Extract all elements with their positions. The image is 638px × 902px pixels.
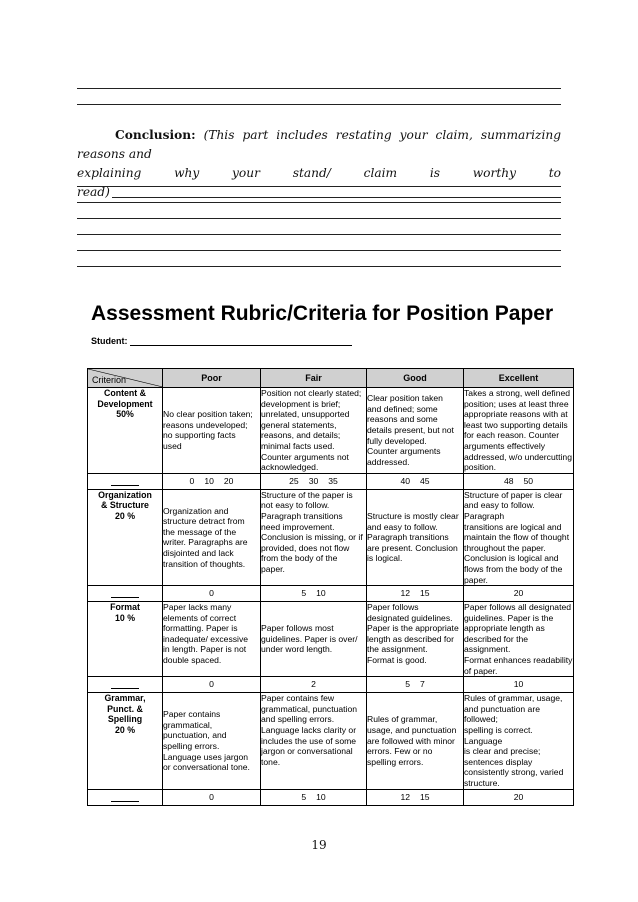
description-line: writer. Paragraphs are xyxy=(163,537,248,548)
description-line: Structure is mostly clear xyxy=(367,510,459,521)
excellent-description xyxy=(464,489,574,585)
description-line: disjointed and lack xyxy=(163,548,234,559)
score-blank-cell[interactable] xyxy=(88,677,163,693)
assessment-rubric xyxy=(77,302,575,802)
description-line: consistently strong, varied xyxy=(464,767,564,778)
description-line: formatting. Paper is xyxy=(163,623,238,634)
description-line: guidelines. Paper is the xyxy=(464,612,554,623)
writing-line[interactable] xyxy=(77,202,561,203)
description-line: fully developed. xyxy=(367,435,427,446)
criterion-cell xyxy=(88,388,163,474)
description-line: maintain the flow of thought xyxy=(464,532,570,543)
poor-description xyxy=(163,602,261,677)
rubric-row-organization xyxy=(88,489,574,585)
score-value: 0 xyxy=(209,791,214,802)
writing-line[interactable] xyxy=(77,250,561,251)
description-line: is logical. xyxy=(367,553,403,564)
description-line: Format is good. xyxy=(367,655,427,666)
score-row xyxy=(88,677,574,693)
description-line: Paper lacks many xyxy=(163,602,232,613)
description-line: paper. xyxy=(464,574,488,585)
description-line: appropriate length as xyxy=(464,623,545,634)
conclusion-word: is xyxy=(429,166,440,180)
description-line: minimal facts used. xyxy=(261,440,335,451)
description-line: Organization and xyxy=(163,505,229,516)
fair-description xyxy=(261,489,367,585)
criterion-text: 20 % xyxy=(114,724,136,735)
description-line: grammatical, punctuation xyxy=(261,703,358,714)
description-line: acknowledged. xyxy=(261,462,319,473)
criterion-text: Organization xyxy=(98,489,152,500)
criterion-cell xyxy=(88,489,163,585)
score-blank[interactable] xyxy=(111,589,139,598)
description-line: Counter arguments xyxy=(367,446,441,457)
description-line: Format enhances readability xyxy=(464,655,573,666)
description-line: position. xyxy=(464,462,497,473)
good-scores xyxy=(367,586,464,602)
score-row xyxy=(88,586,574,602)
score-value: 10 xyxy=(204,475,214,486)
criterion-text: Format xyxy=(110,602,140,613)
description-line: Counter arguments not xyxy=(261,451,349,462)
description-line: Paper follows xyxy=(367,602,419,613)
description-line: reasons and some xyxy=(367,414,438,425)
conclusion-word: your xyxy=(232,166,260,180)
description-line: Rules of grammar, xyxy=(367,714,438,725)
page-number: 19 xyxy=(311,838,327,852)
score-blank-cell[interactable] xyxy=(88,789,163,805)
student-field[interactable] xyxy=(91,336,575,346)
writing-line[interactable] xyxy=(77,186,561,187)
description-line: of paper. xyxy=(464,665,498,676)
score-row xyxy=(88,473,574,489)
description-line: not easy to follow. xyxy=(261,500,330,511)
description-line: position; uses at least three xyxy=(464,398,569,409)
good-description xyxy=(367,388,464,474)
score-value: 2 xyxy=(311,679,316,690)
description-line: and easy to follow. xyxy=(367,521,438,532)
score-value: 10 xyxy=(513,679,524,690)
description-line: Paper contains xyxy=(163,709,221,720)
description-line: spelling is correct. Language xyxy=(464,725,533,746)
score-value: 20 xyxy=(223,475,234,486)
score-value: 0 xyxy=(209,588,214,599)
poor-description xyxy=(163,388,261,474)
rubric-header-row xyxy=(88,369,574,388)
criterion-text: Development xyxy=(97,398,153,409)
description-line: Rules of grammar, usage, xyxy=(464,693,563,704)
writing-line[interactable] xyxy=(112,197,561,198)
description-line: and defined; some xyxy=(367,403,438,414)
rubric-row-content xyxy=(88,388,574,474)
description-line: described for the assignment. xyxy=(464,633,529,655)
description-line: for each reason. Counter xyxy=(464,430,560,441)
description-line: arguments effectively xyxy=(464,440,546,451)
score-value: 12 xyxy=(400,791,410,802)
description-line: need improvement. xyxy=(261,521,335,532)
rubric-row-format xyxy=(88,602,574,677)
score-value: 12 xyxy=(400,588,410,599)
description-line: Paragraph transitions xyxy=(367,532,449,543)
score-value: 20 xyxy=(513,791,524,802)
score-value: 7 xyxy=(420,679,425,690)
excellent-description xyxy=(464,388,574,474)
fair-description xyxy=(261,693,367,789)
description-line: punctuation, and xyxy=(163,730,227,741)
excellent-scores xyxy=(464,586,574,602)
description-line: under word length. xyxy=(261,644,333,655)
description-line: flows from the body of the xyxy=(464,563,563,574)
description-line: Conclusion is missing, or if xyxy=(261,532,363,543)
score-value: 5 xyxy=(405,679,410,690)
description-line: are followed with minor xyxy=(367,735,455,746)
excellent-scores xyxy=(464,473,574,489)
score-value: 35 xyxy=(328,475,338,486)
excellent-scores xyxy=(464,677,574,693)
description-line: and punctuation are followed; xyxy=(464,703,540,725)
description-line: spelling errors. xyxy=(163,740,220,751)
description-line: Language uses jargon xyxy=(163,751,249,762)
description-line: the message of the xyxy=(163,526,237,537)
description-line: Paper is the appropriate xyxy=(367,623,459,634)
description-line: Paper follows all designated xyxy=(464,602,572,613)
description-line: Structure of paper is clear xyxy=(464,489,563,500)
score-blank-cell[interactable] xyxy=(88,586,163,602)
excellent-scores xyxy=(464,789,574,805)
score-value: 48 xyxy=(503,475,514,486)
description-line: errors. Few or no xyxy=(367,746,433,757)
score-blank[interactable] xyxy=(111,477,139,486)
description-line: from the body of the xyxy=(261,553,338,564)
criterion-text: Content & xyxy=(103,388,147,398)
fair-scores xyxy=(261,473,367,489)
description-line: reasons, and details; xyxy=(261,430,341,441)
description-line: used xyxy=(163,440,182,451)
rubric-title: Assessment Rubric/Criteria for Position Paper xyxy=(91,302,554,325)
description-line: addressed, w/o undercutting xyxy=(464,451,572,462)
score-blank[interactable] xyxy=(111,680,139,689)
poor-scores xyxy=(163,586,261,602)
score-blank-cell[interactable] xyxy=(88,473,163,489)
score-value: 0 xyxy=(209,679,214,690)
score-row xyxy=(88,789,574,805)
conclusion-end: read) xyxy=(77,185,110,199)
description-line: reasons undeveloped; xyxy=(163,419,248,430)
description-line: is clear and precise; xyxy=(464,746,541,757)
description-line: provided, does not flow xyxy=(261,542,350,553)
fair-description xyxy=(261,388,367,474)
criterion-cell xyxy=(88,693,163,789)
excellent-description xyxy=(464,602,574,677)
poor-scores xyxy=(163,473,261,489)
writing-line[interactable] xyxy=(77,104,561,105)
rubric-table xyxy=(87,368,574,806)
description-line: Clear position taken xyxy=(367,393,443,404)
description-line: unrelated, unsupported xyxy=(261,409,350,420)
poor-description xyxy=(163,489,261,585)
score-value: 15 xyxy=(420,791,430,802)
rubric-row-grammar xyxy=(88,693,574,789)
description-line: transitions are logical and xyxy=(464,521,562,532)
good-description xyxy=(367,693,464,789)
description-line: Structure of the paper is xyxy=(261,489,353,500)
description-line: addressed. xyxy=(367,456,410,467)
score-value: 0 xyxy=(189,475,195,486)
conclusion-word: worthy xyxy=(472,166,516,180)
score-value: 50 xyxy=(523,475,534,486)
writing-line[interactable] xyxy=(77,234,561,235)
excellent-description xyxy=(464,693,574,789)
criterion-text: 50% xyxy=(116,409,134,419)
description-line: and easy to follow. Paragraph xyxy=(464,500,535,521)
description-line: Paper contains few xyxy=(261,693,335,704)
description-line: sentences display xyxy=(464,756,533,767)
description-line: transition of thoughts. xyxy=(163,558,246,569)
description-line: the assignment. xyxy=(367,644,428,655)
conclusion-word: why xyxy=(174,166,200,180)
score-value: 10 xyxy=(316,588,326,599)
criterion-text: 20 % xyxy=(114,510,136,521)
criterion-header-label: Criterion xyxy=(92,375,127,386)
description-line: tone. xyxy=(261,756,281,767)
fair-scores xyxy=(261,789,367,805)
description-line: double spaced. xyxy=(163,655,222,666)
description-line: general statements, xyxy=(261,419,337,430)
good-scores xyxy=(367,473,464,489)
description-line: in length. Paper is not xyxy=(163,644,247,655)
description-line: least two supporting details xyxy=(464,419,568,430)
description-line: length as described for xyxy=(367,633,454,644)
conclusion-label: Conclusion: xyxy=(115,128,196,142)
conclusion-instruction: (This part includes restating your claim, summarizing reasons and xyxy=(77,128,561,161)
good-scores xyxy=(367,789,464,805)
fair-scores xyxy=(261,586,367,602)
criterion-text: & Structure xyxy=(101,500,149,511)
student-name-line[interactable] xyxy=(130,345,352,346)
score-value: 15 xyxy=(420,588,430,599)
description-line: Language lacks clarity or xyxy=(261,725,357,736)
description-line: no supporting facts xyxy=(163,430,236,441)
description-line: Paragraph transitions xyxy=(261,510,343,521)
fair-scores xyxy=(261,677,367,693)
writing-line[interactable] xyxy=(77,266,561,267)
score-value: 20 xyxy=(513,588,524,599)
criterion-text: Punct. & xyxy=(107,703,143,714)
criterion-text: Grammar, xyxy=(104,693,146,704)
description-line: jargon or conversational xyxy=(261,746,353,757)
description-line: inadequate/ excessive xyxy=(163,633,249,644)
description-line: Takes a strong, well defined xyxy=(464,388,571,398)
conclusion-prompt xyxy=(77,126,561,202)
description-line: Paper follows most xyxy=(261,623,334,634)
fair-header: Fair xyxy=(261,369,367,388)
criterion-header xyxy=(88,369,163,388)
conclusion-word: claim xyxy=(363,166,398,180)
description-line: No clear position taken; xyxy=(163,409,253,420)
description-line: are present. Conclusion xyxy=(367,542,458,553)
description-line: elements of correct xyxy=(163,612,237,623)
score-value: 5 xyxy=(301,791,307,802)
poor-scores xyxy=(163,789,261,805)
criterion-text: Spelling xyxy=(107,714,143,725)
score-value: 5 xyxy=(301,588,307,599)
poor-header: Poor xyxy=(163,369,261,388)
description-line: or conversational tone. xyxy=(163,762,250,773)
description-line: structure detract from xyxy=(163,516,245,527)
description-line: includes the use of some xyxy=(261,735,357,746)
excellent-header: Excellent xyxy=(464,369,574,388)
score-value: 30 xyxy=(308,475,319,486)
conclusion-line-1 xyxy=(77,126,561,164)
conclusion-word: explaining xyxy=(77,166,142,180)
score-value: 40 xyxy=(400,475,410,486)
description-line: guidelines. Paper is over/ xyxy=(261,633,358,644)
description-line: designated guidelines. xyxy=(367,612,453,623)
writing-line[interactable] xyxy=(77,218,561,219)
description-line: development is brief; xyxy=(261,398,341,409)
poor-scores xyxy=(163,677,261,693)
conclusion-word: to xyxy=(548,166,561,180)
description-line: and spelling errors. xyxy=(261,714,335,725)
student-label: Student: xyxy=(91,336,128,346)
description-line: throughout the paper. xyxy=(464,542,546,553)
good-description xyxy=(367,602,464,677)
score-blank[interactable] xyxy=(111,793,139,802)
description-line: usage, and punctuation xyxy=(367,725,457,736)
criterion-text: 10 % xyxy=(114,612,136,623)
score-value: 25 xyxy=(289,475,299,486)
description-line: grammatical, xyxy=(163,719,213,730)
fair-description xyxy=(261,602,367,677)
description-line: structure. xyxy=(464,778,500,788)
writing-line[interactable] xyxy=(77,88,561,89)
description-line: Conclusion is logical and xyxy=(464,553,559,564)
description-line: spelling errors. xyxy=(367,756,424,767)
good-description xyxy=(367,489,464,585)
description-line: appropriate reasons with at xyxy=(464,409,568,420)
description-line: Position not clearly stated; xyxy=(261,388,362,398)
conclusion-line-2 xyxy=(77,164,561,183)
description-line: paper. xyxy=(261,563,285,574)
score-value: 10 xyxy=(316,791,326,802)
criterion-cell xyxy=(88,602,163,677)
description-line: details present, but not xyxy=(367,425,454,436)
good-header: Good xyxy=(367,369,464,388)
poor-description xyxy=(163,693,261,789)
score-value: 45 xyxy=(420,475,430,486)
good-scores xyxy=(367,677,464,693)
conclusion-word: stand/ xyxy=(292,166,331,180)
